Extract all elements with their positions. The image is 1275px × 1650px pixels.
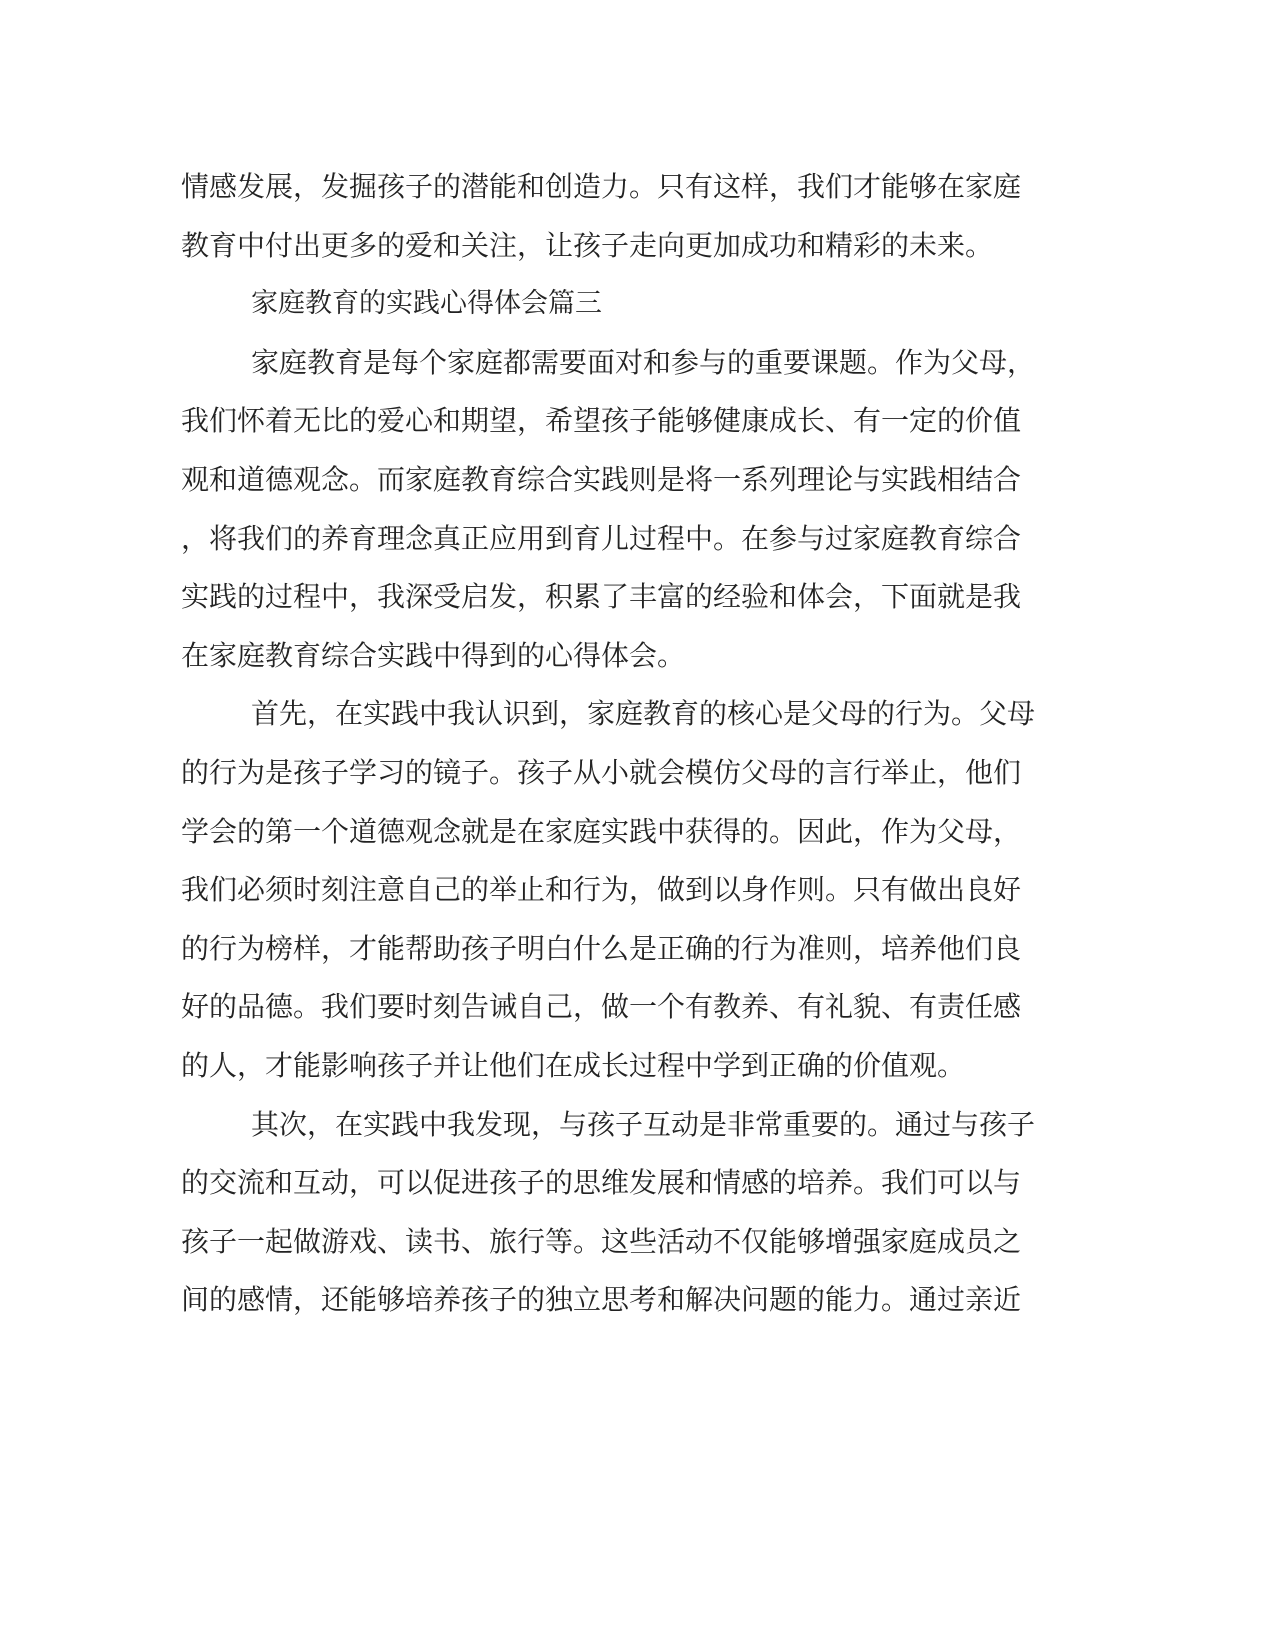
text-line: 我们怀着无比的爱心和期望，希望孩子能够健康成长、有一定的价值 (181, 404, 1022, 438)
text-line: 实践的过程中，我深受启发，积累了丰富的经验和体会，下面就是我 (181, 580, 1022, 614)
text-line: 学会的第一个道德观念就是在家庭实践中获得的。因此，作为父母， (181, 814, 1022, 848)
text-line: 孩子一起做游戏、读书、旅行等。这些活动不仅能够增强家庭成员之 (181, 1224, 1022, 1258)
text-line: 的行为榜样，才能帮助孩子明白什么是正确的行为准则，培养他们良 (181, 931, 1022, 965)
text-line: 间的感情，还能够培养孩子的独立思考和解决问题的能力。通过亲近 (181, 1283, 1022, 1317)
document-body (181, 158, 1036, 1330)
paragraph-first-line: 其次，在实践中我发现，与孩子互动是非常重要的。通过与孩子 (251, 1107, 1036, 1141)
section-heading: 家庭教育的实践心得体会篇三 (251, 288, 602, 320)
text-line: 观和道德观念。而家庭教育综合实践则是将一系列理论与实践相结合 (181, 462, 1022, 496)
paragraph-first-line: 首先，在实践中我认识到，家庭教育的核心是父母的行为。父母 (251, 697, 1036, 731)
text-line: 的人，才能影响孩子并让他们在成长过程中学到正确的价值观。 (181, 1048, 966, 1082)
text-line: 情感发展，发掘孩子的潜能和创造力。只有这样，我们才能够在家庭 (181, 170, 1022, 203)
text-line: ，将我们的养育理念真正应用到育儿过程中。在参与过家庭教育综合 (181, 521, 1022, 555)
text-line: 好的品德。我们要时刻告诫自己，做一个有教养、有礼貌、有责任感 (181, 990, 1022, 1024)
text-line: 我们必须时刻注意自己的举止和行为，做到以身作则。只有做出良好 (181, 873, 1022, 907)
text-line: 教育中付出更多的爱和关注，让孩子走向更加成功和精彩的未来。 (181, 228, 994, 262)
text-line: 的行为是孩子学习的镜子。孩子从小就会模仿父母的言行举止，他们 (181, 755, 1022, 789)
text-line: 在家庭教育综合实践中得到的心得体会。 (181, 638, 686, 672)
text-line: 的交流和互动，可以促进孩子的思维发展和情感的培养。我们可以与 (181, 1166, 1022, 1200)
paragraph-first-line: 家庭教育是每个家庭都需要面对和参与的重要课题。作为父母， (251, 345, 1036, 379)
